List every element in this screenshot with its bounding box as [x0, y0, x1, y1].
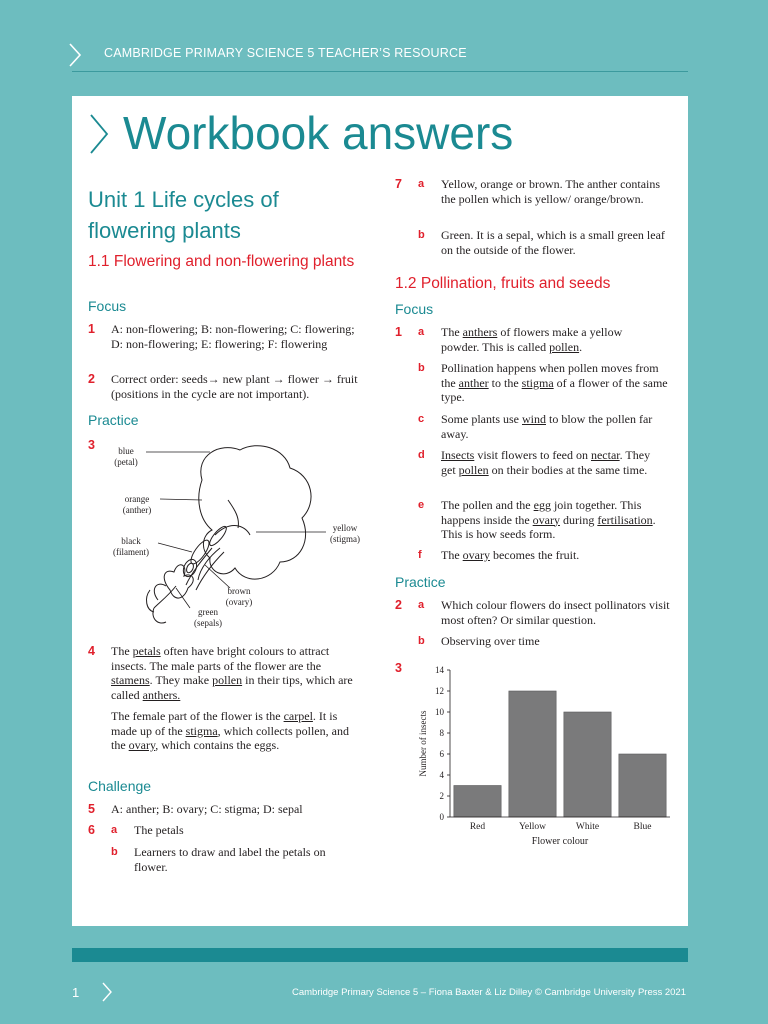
answer-text: Some plants use wind to blow the pollen far away. — [441, 412, 653, 441]
answer-text: The petals — [134, 823, 184, 837]
answer-text: The anthers of flowers make a yellow powder. This is called pollen. — [441, 325, 623, 354]
question-number: 1 — [395, 325, 402, 339]
footer-credit: Cambridge Primary Science 5 – Fiona Baxter & Liz Dilley © Cambridge University Press 2021 — [291, 987, 686, 998]
answer-text: Observing over time — [441, 634, 540, 648]
bar-white — [564, 712, 611, 817]
x-tick-label: Blue — [633, 822, 652, 832]
question-number: 7 — [395, 177, 402, 191]
chevron-right-icon — [68, 42, 82, 68]
y-tick-label: 6 — [439, 749, 444, 759]
part-letter: a — [111, 824, 118, 836]
bar-yellow — [509, 691, 556, 817]
section-heading-1-1: 1.1 Flowering and non-flowering plants — [88, 253, 355, 270]
practice-label: Practice — [88, 412, 139, 428]
header-rule — [72, 71, 688, 72]
answer-text: Yellow, orange or brown. The anther contains the pollen which is yellow/ orange/brown. — [441, 177, 661, 206]
part-letter: a — [418, 599, 425, 611]
question-number: 1 — [88, 322, 95, 336]
part-letter: c — [418, 413, 425, 425]
focus-label: Focus — [88, 298, 127, 314]
answer-text: Correct order: seeds→ new plant → flower → fruit (positions in the cycle are not important). — [111, 372, 358, 401]
diagram-label-blue: blue (petal) — [114, 446, 138, 467]
y-tick-label: 2 — [439, 791, 444, 801]
answer-text: The ovary becomes the fruit. — [441, 548, 580, 562]
x-axis-label: Flower colour — [531, 836, 589, 847]
diagram-label-black: black (filament) — [113, 536, 149, 557]
page-title: Workbook answers — [123, 107, 514, 159]
chevron-right-icon — [88, 112, 110, 156]
y-tick-label: 10 — [435, 707, 444, 717]
answer-text: The pollen and the egg join together. This happens inside the ovary during fertilisation. This is how seeds form. — [441, 498, 656, 541]
practice-label: Practice — [395, 574, 446, 590]
chevron-right-icon — [101, 981, 113, 1003]
question-number: 3 — [395, 661, 402, 675]
part-letter: b — [111, 846, 118, 858]
question-number: 3 — [88, 438, 95, 452]
question-number: 2 — [395, 598, 402, 612]
question-number: 5 — [88, 802, 95, 816]
bar-chart — [410, 660, 680, 855]
footer-bar — [72, 948, 688, 962]
page-number: 1 — [72, 985, 80, 1000]
y-axis-label: Number of insects — [418, 710, 428, 777]
answer-text: Learners to draw and label the petals on flower. — [134, 845, 326, 874]
question-number: 4 — [88, 644, 95, 658]
diagram-label-yellow: yellow (stigma) — [330, 523, 360, 544]
diagram-label-brown: brown (ovary) — [225, 586, 253, 607]
answer-text: The petals often have bright colours to attract insects. The male parts of the flower are the stamens. They make pollen in their tips, which are called anthers. — [111, 644, 353, 702]
y-tick-label: 14 — [435, 665, 444, 675]
answer-text: A: anther; B: ovary; C: stigma; D: sepal — [111, 802, 303, 816]
challenge-label: Challenge — [88, 778, 152, 794]
x-tick-label: Red — [469, 822, 486, 832]
part-letter: a — [418, 326, 425, 338]
part-letter: a — [418, 178, 425, 190]
x-tick-label: Yellow — [518, 822, 547, 832]
part-letter: d — [418, 449, 425, 461]
part-letter: e — [418, 499, 425, 511]
y-tick-label: 0 — [439, 812, 444, 822]
running-header: CAMBRIDGE PRIMARY SCIENCE 5 TEACHER’S RESOURCE — [104, 46, 467, 60]
question-number: 6 — [88, 823, 95, 837]
answer-text: A: non-flowering; B: non-flowering; C: flowering; D: non-flowering; E: flowering; F: flowering — [111, 322, 355, 351]
section-heading-1-2: 1.2 Pollination, fruits and seeds — [395, 275, 611, 292]
y-tick-label: 4 — [439, 770, 444, 780]
answer-text: Green. It is a sepal, which is a small green leaf on the outside of the flower. — [441, 228, 665, 257]
part-letter: b — [418, 229, 425, 241]
answer-text: Which colour flowers do insect pollinators visit most often? Or similar question. — [441, 598, 670, 627]
diagram-label-orange: orange (anther) — [122, 494, 152, 515]
bar-blue — [619, 754, 666, 817]
part-letter: f — [418, 549, 422, 561]
diagram-label-green: green (sepals) — [194, 607, 222, 628]
y-tick-label: 8 — [439, 728, 444, 738]
part-letter: b — [418, 635, 425, 647]
answer-text: Pollination happens when pollen moves from the anther to the stigma of a flower of the same type. — [441, 361, 668, 404]
y-tick-label: 12 — [435, 686, 444, 696]
answer-text: The female part of the flower is the carpel. It is made up of the stigma, which collects pollen, and the ovary, which contains the eggs. — [111, 709, 349, 752]
unit-heading: Unit 1 Life cycles of flowering plants — [88, 187, 279, 243]
question-number: 2 — [88, 372, 95, 386]
answer-text: Insects visit flowers to feed on nectar. They get pollen on their bodies at the same time. — [441, 448, 651, 477]
x-tick-label: White — [575, 822, 600, 832]
focus-label: Focus — [395, 301, 434, 317]
bar-red — [454, 786, 501, 818]
part-letter: b — [418, 362, 425, 374]
